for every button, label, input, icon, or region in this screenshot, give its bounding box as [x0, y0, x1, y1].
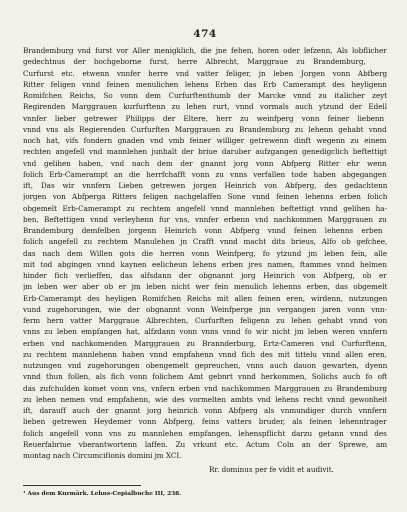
text-line: vnnd thun follen, als fich vonn folichem Amt gebnrt vnnd herkommen, Solichs auch fo oft: [23, 372, 387, 382]
text-line: zu lehen nemen vnd empfahenn, wie des vormelten ambts vnd lehens recht vnnd gewonheit: [23, 394, 387, 404]
text-line: ferm hern vatter Marggraue Albrechten, Curfurften feligenn zu lehen gehabt vnnd von: [23, 316, 387, 325]
text-line: gedechtnus der hochgeborne furst, herre Albrecht, Marggraue zu Brandemburg,: [23, 57, 366, 67]
text-line: zu rechtem mannlehenn haben vnnd empfahenn vnnd fich des mit tittelu vnnd allen eren,: [23, 349, 387, 359]
text-line: montag nach Circumcifionis domini jm XCI.: [23, 451, 182, 460]
text-line: das nach dem Willen gots die herren vonn Weinfperg, fo ytzund jm leben fein, alle: [23, 248, 387, 258]
text-line: ben, Beftettigen vnnd verleyhenn fur vns, vnnfer erbenn vnd nachkommen Marggrauen zu: [23, 214, 387, 224]
text-line: ift, darauff auch der gnannt jorg heinrich vonn Abfperg als vnmundiger durch vnnfern: [23, 406, 387, 415]
text-line: rechten angefell vnd mannlehen junhalt der briue daruber aufzgangen genedigclich beftettigt: [23, 147, 387, 157]
text-line: Curfurst etc. etwenn vnnfer herre vnd vatter feliger, jn leben Jorgen vonn Abfberg: [23, 68, 387, 78]
text-line: erben vnd nachkomenden Marggrauen zu Brannderburg, Ertz-Cameren vnd Curfurftenn,: [23, 338, 387, 348]
text-line: folich angefell vonn vns zu mannlehen empfangen, lehenspflicht darzu getann vnnd des: [23, 428, 387, 438]
text-line: Romifchen Reichs, So vonn dem Curfurftenthumb der Marcke vnnd zu italicher zeyt: [23, 91, 387, 100]
text-line: ift, Das wir vnnfern Lieben getrewen jorgen Heinrich von Abfperg, des gedachtenn: [23, 181, 387, 190]
text-line: hinder fich verlieffen, das alfsdann der obgnannt jorg Heinrich von Abfperg, ob er: [23, 271, 387, 280]
text-line: Regirenden Marggrauen kurfurftenn zu lehen rurt, vnnd vormals auch ytzund der Edell: [23, 102, 387, 112]
text-line: vund zugehorungen, wie der obgnannt vonn Weinfperge jnn vergangen jaren vonn vnn-: [23, 304, 387, 314]
text-line: Brandemburg vnd furst vor Aller menigklich, die jne fehen, horen oder lefzenn, Als lobflicher: [23, 46, 387, 55]
text-line: Ritter feligen vnnd feinen menulichen lehens Erben das Erb Camerampt des heyligenn: [23, 79, 387, 89]
text-line: nutzungen vnd zugehorungen obengemelt gepreuchen, vnns auch dauon gewarten, dyenn: [23, 361, 387, 370]
text-line: vnnfer lieber getrewer Philipps der Eltere, herr zu weinfperg vonn feiner liebenn: [23, 113, 385, 123]
text-line: vnd gelihen haben, vnd nach dem der gnannt jorg vonn Abfperg Ritter ehr wenn: [23, 158, 387, 168]
text-line: lieben getrewen Heydemer vonn Abfperg, feins vatters bruder, als feinen lehenntrager: [23, 417, 387, 427]
text-line: das zufchulden komet vonn vns, vnfern erben vnd nachkommen Marggrauen zu Brandemburg: [23, 383, 387, 393]
signoff-line: Rr. dominus per fe vidit et audivit.: [209, 465, 334, 475]
text-line: vnns zu leben empfangen hat, alfzdann vonn vnns vnnd fo wir nicht jm leben weren vnnfern: [23, 327, 387, 337]
footnote: ¹ Aus dem Kurmärk. Lehns-Copialbuche III, 238.: [23, 491, 182, 498]
text-line: vnnd vns als Regierenden Curfurften Marggrauen zu Brandemburg zu lehenn gehabt vnnd: [23, 124, 387, 134]
text-line: folich angefell zu rechtem Manulehen jn Crafft vnnd macht dits brieus, Alfo ob gefchee,: [23, 237, 387, 247]
text-line: jorgen von Abfperga Ritters feligen nachgelaffen Sone vnnd feinen lehenns erben folich: [23, 192, 387, 202]
text-line: obgemelt Erb-Camerampt zu rechtem angefell vnnd mannlehen beftettigt vnnd gelihen ha-: [23, 203, 387, 213]
text-line: mit tod abgingen vnnd kaynen eelicheun lehens erben jres namen, ftammes vnnd helmen: [23, 259, 387, 269]
text-line: Erb-Camerampt des heyligen Romifchen Reichs mit allen feinen eren, wirdenn, nutzungen: [23, 293, 387, 303]
text-line: folich Erb-Camerampt an die herrfchafft vonn zu vnns verfallen tode haben abgegangen: [23, 169, 387, 179]
text-line: jm leben wer aber ob er jm leben nicht wer fein menulich lehenns erben, das obgemelt: [23, 282, 387, 292]
text-line: Brandemburg demfelben jorgenn Heinrich vonn Abfperg vnnd feinen lehenns erben: [23, 226, 383, 235]
page-number: 474: [193, 28, 217, 40]
text-line: Reuerfabriue vberantwortenn laffen. Zu vrkunt etc. Actum Coln an der Sprewe, am: [23, 439, 387, 449]
footnote-rule: [23, 485, 141, 486]
text-line: noch hat, vifs fondern gnaden vnd vmb feiner williger getrewenn dinft wegenn zu einem: [23, 136, 387, 145]
document-body: [23, 45, 387, 461]
